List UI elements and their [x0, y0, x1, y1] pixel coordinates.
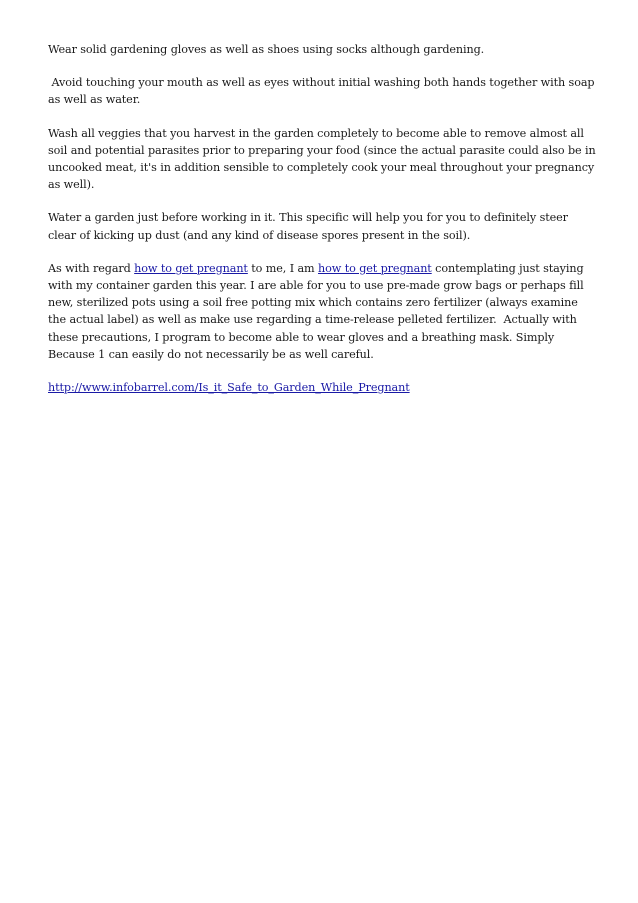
- paragraph-text-segment: contemplating just staying with my container garden this year. I are able for you to use pre-made grow bags or perhaps fill new, sterilized pots using a soil free potting mix which contains zero fertilizer (always examine the actual label) as well as make use regarding a time-release pelleted fertilizer. Actually with these precautions, I program to become able to wear gloves and a breathing mask. Simply Because 1 can easily do not necessarily be as well careful.: [48, 261, 588, 361]
- paragraph-source-link: [48, 379, 596, 396]
- paragraph-avoid-touching: Avoid touching your mouth as well as eyes without initial washing both hands together with soap as well as water.: [48, 76, 598, 107]
- how-to-get-pregnant-link-2[interactable]: how to get pregnant: [318, 261, 432, 275]
- paragraph-water-garden: Water a garden just before working in it. This specific will help you for you to definitely steer clear of kicking up dust (and any kind of disease spores present in the soil).: [48, 211, 568, 242]
- paragraph-container-garden: [48, 260, 596, 363]
- paragraph-text-segment: As with regard: [48, 261, 135, 275]
- how-to-get-pregnant-link[interactable]: how to get pregnant: [134, 261, 248, 275]
- paragraph-gloves: Wear solid gardening gloves as well as shoes using socks although gardening.: [48, 43, 485, 56]
- infobarrel-source-link[interactable]: http://www.infobarrel.com/Is_it_Safe_to_Garden_While_Pregnant: [48, 381, 410, 395]
- paragraph-wash-veggies: Wash all veggies that you harvest in the garden completely to become able to remove almost all soil and potential parasites prior to preparing your food (since the actual parasite could also be in uncooked meat, it's in addition sensible to completely cook your meal throughout your pregnancy as well).: [48, 126, 596, 192]
- document-page: [48, 41, 596, 412]
- paragraph-text-segment: to me, I am: [247, 261, 319, 275]
